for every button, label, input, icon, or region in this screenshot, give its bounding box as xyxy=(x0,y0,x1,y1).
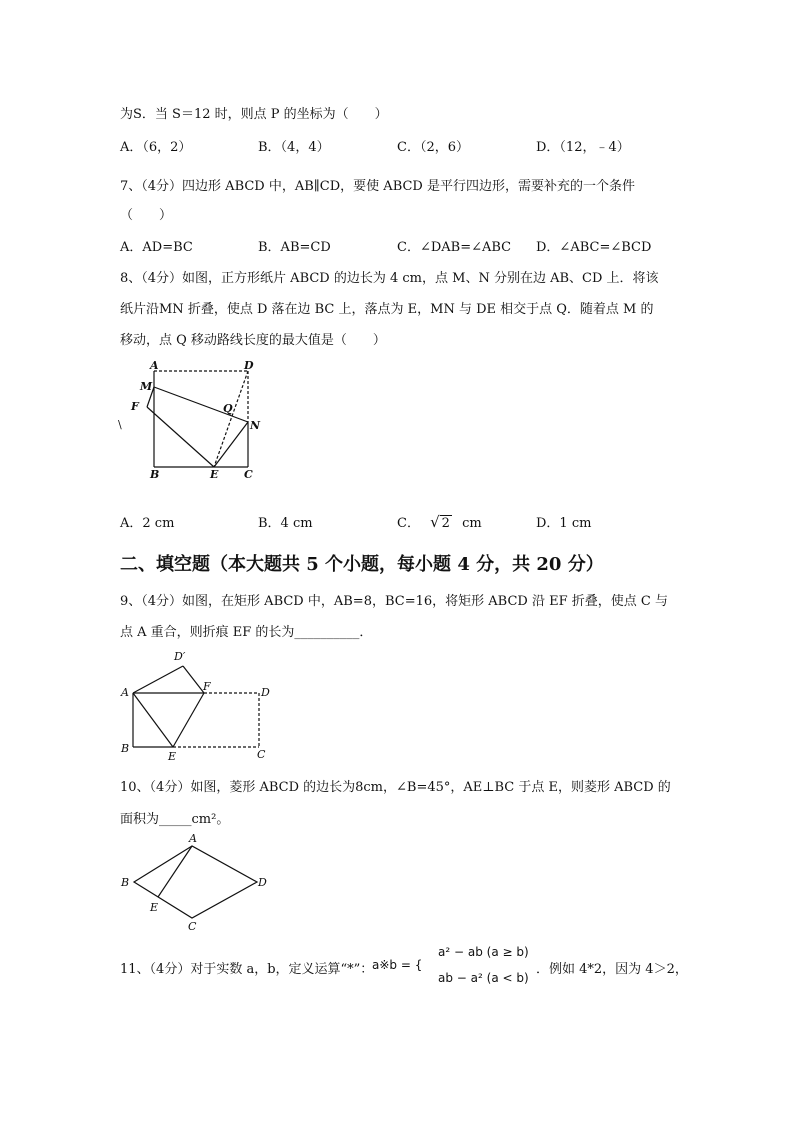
q8-figure xyxy=(112,355,277,485)
q7-option-b: B．AB=CD xyxy=(258,240,331,255)
q10-text-line1: 10、（4分）如图，菱形 ABCD 的边长为8cm，∠B=45°，AE⊥BC 于点 E，则菱形 ABCD 的 xyxy=(120,780,671,795)
q11-tail: ．例如 4*2，因为 4＞2， xyxy=(536,962,688,977)
q9-label-c: C xyxy=(257,748,266,761)
q8-option-b: B．4 cm xyxy=(258,516,313,531)
q11-formula-lhs: a※b = { xyxy=(372,958,423,972)
q6-option-b: B．（4，4） xyxy=(258,140,330,155)
q8-option-c-label: C． xyxy=(397,516,420,531)
q7-text-line1: 7、（4分）四边形 ABCD 中，AB∥CD，要使 ABCD 是平行四边形，需要补充的一个条件 xyxy=(120,179,635,194)
q8-label-n: N xyxy=(250,419,261,432)
q8-text-line3: 移动，点 Q 移动路线长度的最大值是（ ） xyxy=(120,333,386,348)
q6-option-d: D．（12，﹣4） xyxy=(536,140,630,155)
q10-text-line2: 面积为_____cm²。 xyxy=(120,812,230,827)
q9-label-d: D xyxy=(261,686,270,699)
q9-figure xyxy=(115,648,280,766)
q11-lead: 11、（4分）对于实数 a，b，定义运算“*”： xyxy=(120,962,374,977)
q9-label-d-prime: D′ xyxy=(174,650,186,663)
q8-option-c-unit: cm xyxy=(462,516,482,531)
section-heading: 二、填空题（本大题共 5 个小题，每小题 4 分，共 20 分） xyxy=(120,554,604,575)
q11-formula-case2: ab − a² (a < b) xyxy=(438,971,529,985)
q7-text-line2: （ ） xyxy=(120,208,173,223)
q8-option-d: D．1 cm xyxy=(536,516,592,531)
q6-option-c: C．（2，6） xyxy=(397,140,469,155)
q10-label-b: B xyxy=(121,876,130,889)
q8-option-c xyxy=(397,512,482,531)
q7-option-d: D．∠ABC=∠BCD xyxy=(536,240,652,255)
sqrt-icon: √ xyxy=(430,513,440,531)
q11-formula-case1: a² − ab (a ≥ b) xyxy=(438,945,529,959)
q9-text-line1: 9、（4分）如图，在矩形 ABCD 中，AB=8，BC=16，将矩形 ABCD 沿 EF 折叠，使点 C 与 xyxy=(120,594,668,609)
q10-label-a: A xyxy=(189,832,197,845)
q9-text-line2: 点 A 重合，则折痕 EF 的长为__________． xyxy=(120,625,373,640)
q10-label-c: C xyxy=(188,920,197,933)
q8-option-c-radicand: 2 xyxy=(441,516,450,531)
q8-label-m: M xyxy=(140,380,153,393)
q8-label-b: B xyxy=(150,468,160,481)
q10-label-d: D xyxy=(258,876,267,889)
q8-label-d: D xyxy=(244,359,254,372)
q8-stray-mark: \ xyxy=(118,418,122,431)
q8-text-line2: 纸片沿MN 折叠，使点 D 落在边 BC 上，落点为 E，MN 与 DE 相交于点 Q．随着点 M 的 xyxy=(120,302,654,317)
q10-figure xyxy=(115,832,275,936)
q7-option-c: C．∠DAB=∠ABC xyxy=(397,240,512,255)
q9-label-b: B xyxy=(121,742,130,755)
q8-label-c: C xyxy=(244,468,253,481)
q7-option-a: A．AD=BC xyxy=(120,240,193,255)
q8-option-a: A．2 cm xyxy=(120,516,175,531)
q9-label-e: E xyxy=(168,750,177,763)
q8-label-q: Q xyxy=(223,402,233,415)
q9-label-a: A xyxy=(121,686,129,699)
q6-option-a: A．（6，2） xyxy=(120,140,192,155)
q6-text: 为S．当 S＝12 时，则点 P 的坐标为（ ） xyxy=(120,107,388,122)
q10-label-e: E xyxy=(150,901,159,914)
q9-label-f: F xyxy=(203,680,211,693)
q8-label-e: E xyxy=(210,468,219,481)
q8-label-a: A xyxy=(150,359,159,372)
q8-label-f: F xyxy=(131,400,139,413)
q8-text-line1: 8、（4分）如图，正方形纸片 ABCD 的边长为 4 cm，点 M、N 分别在边 AB、CD 上．将该 xyxy=(120,271,659,286)
